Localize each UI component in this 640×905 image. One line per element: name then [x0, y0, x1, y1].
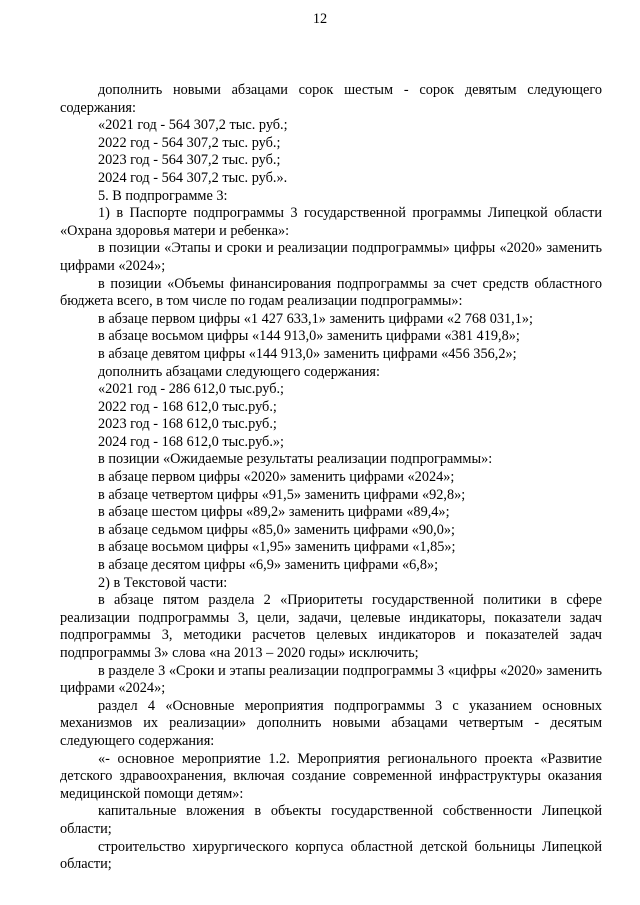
paragraph: 1) в Паспорте подпрограммы 3 государственной программы Липецкой области «Охрана здоровья матери и ребенка»: [60, 205, 602, 239]
text-line: 2023 год - 168 612,0 тыс.руб.; [98, 416, 277, 433]
paragraph: в разделе 3 «Сроки и этапы реализации подпрограммы 3 «цифры «2020» заменить цифрами «2024»; [60, 662, 602, 697]
paragraph: «- основное мероприятие 1.2. Мероприятия регионального проекта «Развитие детского здравоохранения, включая создание современной инфраструктуры оказания медицинской помощи детям»: [60, 750, 602, 802]
text-line: 2024 год - 168 612,0 тыс.руб.»; [98, 433, 285, 450]
document-body [60, 82, 602, 874]
text-line: в абзаце восьмом цифры «144 913,0» заменить цифрами «381 419,8»; [98, 328, 520, 345]
text-line: 2022 год - 564 307,2 тыс. руб.; [98, 134, 281, 151]
text-line: в абзаце первом цифры «2020» заменить цифрами «2024»; [98, 469, 455, 486]
text-line: в абзаце седьмом цифры «85,0» заменить цифрами «90,0»; [98, 521, 455, 538]
paragraph: капитальные вложения в объекты государственной собственности Липецкой области; [60, 803, 602, 837]
text-line: «2021 год - 564 307,2 тыс. руб.; [98, 117, 288, 134]
paragraph: строительство хирургического корпуса областной детской больницы Липецкой области; [60, 838, 602, 873]
paragraph: дополнить новыми абзацами сорок шестым - сорок девятым следующего содержания: [60, 82, 602, 116]
page-number: 12 [312, 11, 328, 27]
text-line: в абзаце первом цифры «1 427 633,1» заменить цифрами «2 768 031,1»; [98, 310, 534, 327]
text-line: в абзаце десятом цифры «6,9» заменить цифрами «6,8»; [98, 557, 439, 574]
paragraph: в позиции «Объемы финансирования подпрограммы за счет средств областного бюджета всего, в том числе по годам реализации подпрограммы»: [60, 275, 602, 310]
text-line: в абзаце восьмом цифры «1,95» заменить цифрами «1,85»; [98, 539, 456, 556]
text-line: в позиции «Ожидаемые результаты реализации подпрограммы»: [98, 451, 493, 468]
text-line: 2023 год - 564 307,2 тыс. руб.; [98, 152, 281, 169]
text-line: 2022 год - 168 612,0 тыс.руб.; [98, 398, 277, 415]
paragraph: раздел 4 «Основные мероприятия подпрограммы 3 с указанием основных механизмов их реализации» дополнить новыми абзацами четвертым - десятым следующего содержания: [60, 697, 602, 749]
text-line: в абзаце четвертом цифры «91,5» заменить цифрами «92,8»; [98, 486, 466, 503]
text-line: в абзаце шестом цифры «89,2» заменить цифрами «89,4»; [98, 504, 450, 521]
text-line: 5. В подпрограмме 3: [98, 187, 228, 204]
text-line: в абзаце девятом цифры «144 913,0» заменить цифрами «456 356,2»; [98, 345, 517, 362]
text-line: 2024 год - 564 307,2 тыс. руб.». [98, 169, 288, 186]
text-line: дополнить абзацами следующего содержания: [98, 363, 380, 380]
text-line: 2) в Текстовой части: [98, 574, 228, 591]
paragraph: в позиции «Этапы и сроки и реализации подпрограммы» цифры «2020» заменить цифрами «2024»; [60, 240, 602, 274]
text-line: «2021 год - 286 612,0 тыс.руб.; [98, 381, 285, 398]
paragraph: в абзаце пятом раздела 2 «Приоритеты государственной политики в сфере реализации подпрограммы 3, цели, задачи, целевые индикаторы, показатели задач подпрограммы 3, методики расчетов целевых индикаторов и показателей задач подпрограммы 3» слова «на 2013 – 2020 годы» исключить; [60, 592, 602, 661]
